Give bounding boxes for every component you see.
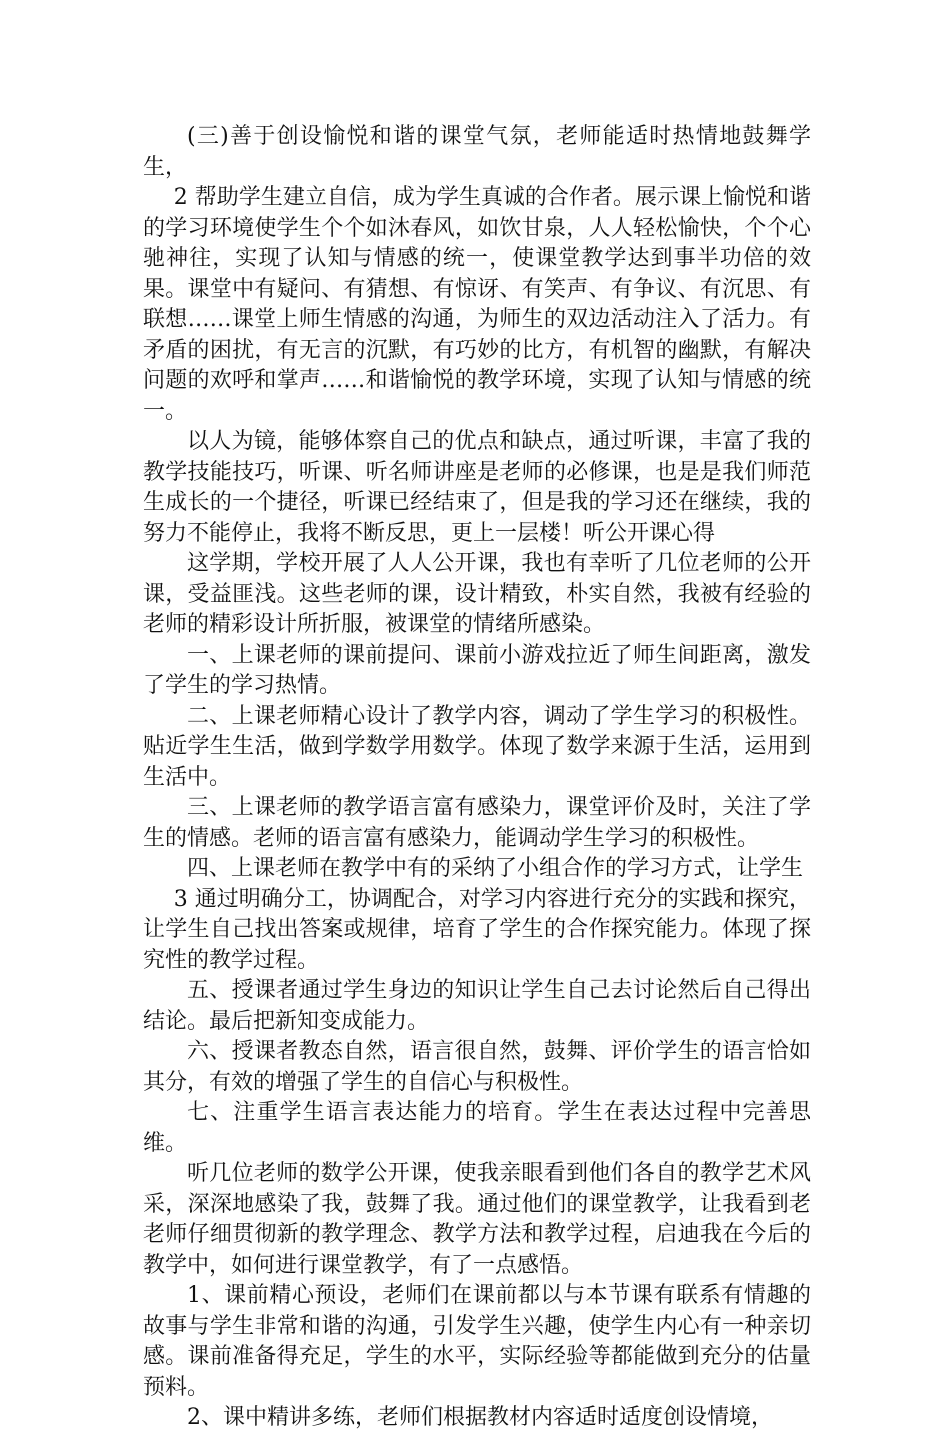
paragraph-2: 2 帮助学生建立自信，成为学生真诚的合作者。展示课上愉悦和谐的学习环境使学生个个如沐春风，如饮甘泉，人人轻松愉快，个个心驰神往，实现了认知与情感的统一，使课堂教学达到事半功倍的效果。课堂中有疑问、有猜想、有惊讶、有笑声、有争议、有沉思、有联想……课堂上师生情感的沟通，为师生的双边活动注入了活力。有矛盾的困扰，有无言的沉默，有巧妙的比方，有机智的幽默，有解决问题的欢呼和掌声……和谐愉悦的教学环境，实现了认知与情感的统一。 (143, 185, 811, 424)
paragraph-11: 六、授课者教态自然，语言很自然，鼓舞、评价学生的语言恰如其分，有效的增强了学生的自信心与积极性。 (143, 1039, 811, 1095)
paragraph-4: 这学期，学校开展了人人公开课，我也有幸听了几位老师的公开课，受益匪浅。这些老师的课，设计精致，朴实自然，我被有经验的老师的精彩设计所折服，被课堂的情绪所感染。 (143, 551, 811, 637)
paragraph-9: 3 通过明确分工，协调配合，对学习内容进行充分的实践和探究，让学生自己找出答案或规律，培育了学生的合作探究能力。体现了探究性的教学过程。 (143, 886, 811, 973)
paragraph-3: 以人为镜，能够体察自己的优点和缺点，通过听课，丰富了我的教学技能技巧，听课、听名师讲座是老师的必修课，也是是我们师范生成长的一个捷径，听课已经结束了，但是我的学习还在继续，我的努力不能停止，我将不断反思，更上一层楼！听公开课心得 (143, 429, 811, 546)
paragraph-1: (三)善于创设愉悦和谐的课堂气氛，老师能适时热情地鼓舞学生， (143, 124, 811, 180)
paragraph-10: 五、授课者通过学生身边的知识让学生自己去讨论然后自己得出结论。最后把新知变成能力。 (143, 978, 811, 1034)
paragraph-14: 1、课前精心预设，老师们在课前都以与本节课有联系有情趣的故事与学生非常和谐的沟通，引发学生兴趣，使学生内心有一种亲切感。课前准备得充足，学生的水平，实际经验等都能做到充分的估量预料。 (143, 1283, 811, 1400)
paragraph-15: 2、课中精讲多练，老师们根据教材内容适时适度创设情境， (187, 1405, 773, 1430)
paragraph-6: 二、上课老师精心设计了教学内容，调动了学生学习的积极性。贴近学生生活，做到学数学用数学。体现了数学来源于生活，运用到生活中。 (143, 703, 811, 790)
paragraph-13: 听几位老师的数学公开课，使我亲眼看到他们各自的教学艺术风采，深深地感染了我，鼓舞了我。通过他们的课堂教学，让我看到老老师仔细贯彻新的教学理念、教学方法和教学过程，启迪我在今后的教学中，如何进行课堂教学，有了一点感悟。 (143, 1161, 811, 1278)
document-page (143, 122, 811, 1434)
paragraph-12: 七、注重学生语言表达能力的培育。学生在表达过程中完善思维。 (143, 1100, 811, 1156)
paragraph-5: 一、上课老师的课前提问、课前小游戏拉近了师生间距离，激发了学生的学习热情。 (143, 642, 811, 698)
paragraph-7: 三、上课老师的教学语言富有感染力，课堂评价及时，关注了学生的情感。老师的语言富有感染力，能调动学生学习的积极性。 (143, 795, 811, 851)
paragraph-8: 四、上课老师在教学中有的采纳了小组合作的学习方式，让学生 (187, 856, 804, 881)
